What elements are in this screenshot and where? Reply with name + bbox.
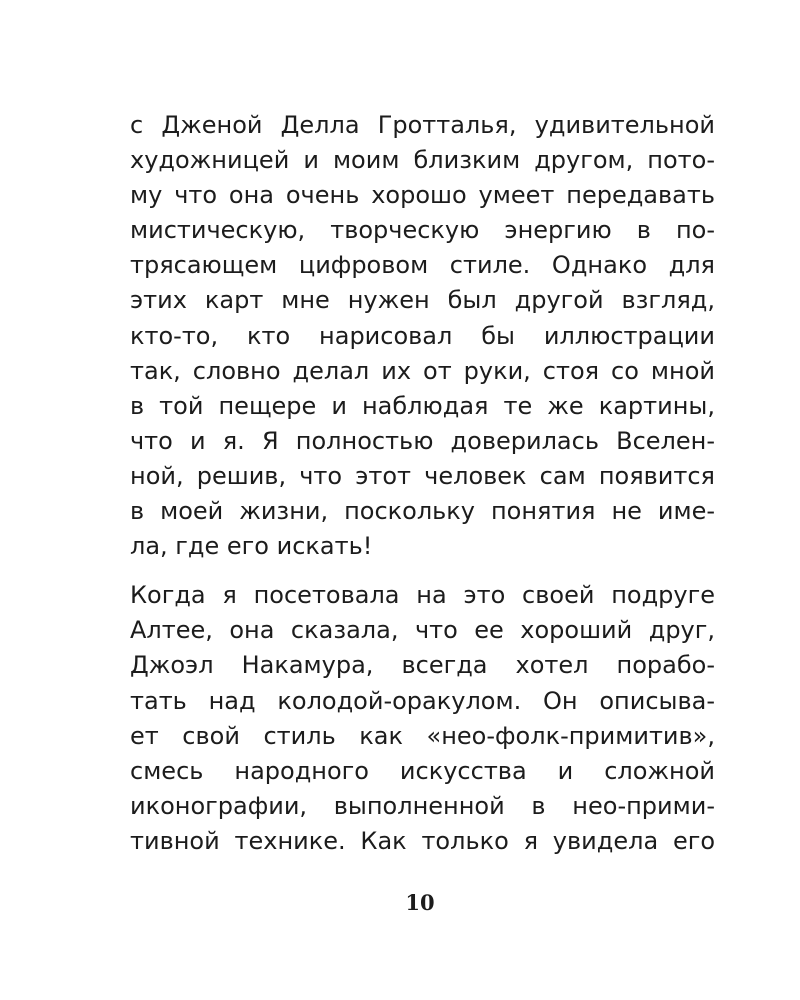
text-line: в той пещере и наблюдая те же картины, (130, 391, 715, 420)
text-line: смесь народного искусства и сложной (130, 756, 715, 785)
text-line: Алтее, она сказала, что ее хороший друг, (130, 616, 715, 645)
text-line: в моей жизни, поскольку понятия не име- (130, 497, 715, 526)
paragraph-1 (130, 108, 715, 564)
text-line: му что она очень хорошо умеет передавать (130, 181, 715, 210)
text-line: трясающем цифровом стиле. Однако для (130, 251, 715, 280)
text-line: тать над колодой-оракулом. Он описыва- (130, 686, 715, 715)
paragraph-2 (130, 578, 715, 859)
body-text (130, 108, 715, 859)
text-line: мистическую, творческую энергию в по- (130, 216, 715, 245)
text-line: кто-то, кто нарисовал бы иллюстрации (130, 321, 715, 350)
text-line: тивной технике. Как только я увидела его (130, 826, 715, 855)
text-line: с Дженой Делла Гротталья, удивительной (130, 111, 715, 139)
text-line: ет свой стиль как «нео-фолк-примитив», (130, 721, 715, 750)
text-line: так, словно делал их от руки, стоя со мной (130, 356, 715, 385)
text-line: этих карт мне нужен был другой взгляд, (130, 286, 715, 315)
text-line: Когда я посетовала на это своей подруге (130, 581, 715, 610)
text-line: художницей и моим близким другом, пото- (130, 146, 715, 175)
text-line: иконографии, выполненной в нео-прими- (130, 791, 715, 820)
text-line: что и я. Я полностью доверилась Вселен- (130, 426, 715, 455)
page-number: 10 (405, 890, 435, 915)
text-line: Джоэл Накамура, всегда хотел порабо- (130, 651, 715, 680)
text-line: ла, где его искать! (130, 532, 373, 561)
text-line: ной, решив, что этот человек сам появится (130, 461, 715, 490)
